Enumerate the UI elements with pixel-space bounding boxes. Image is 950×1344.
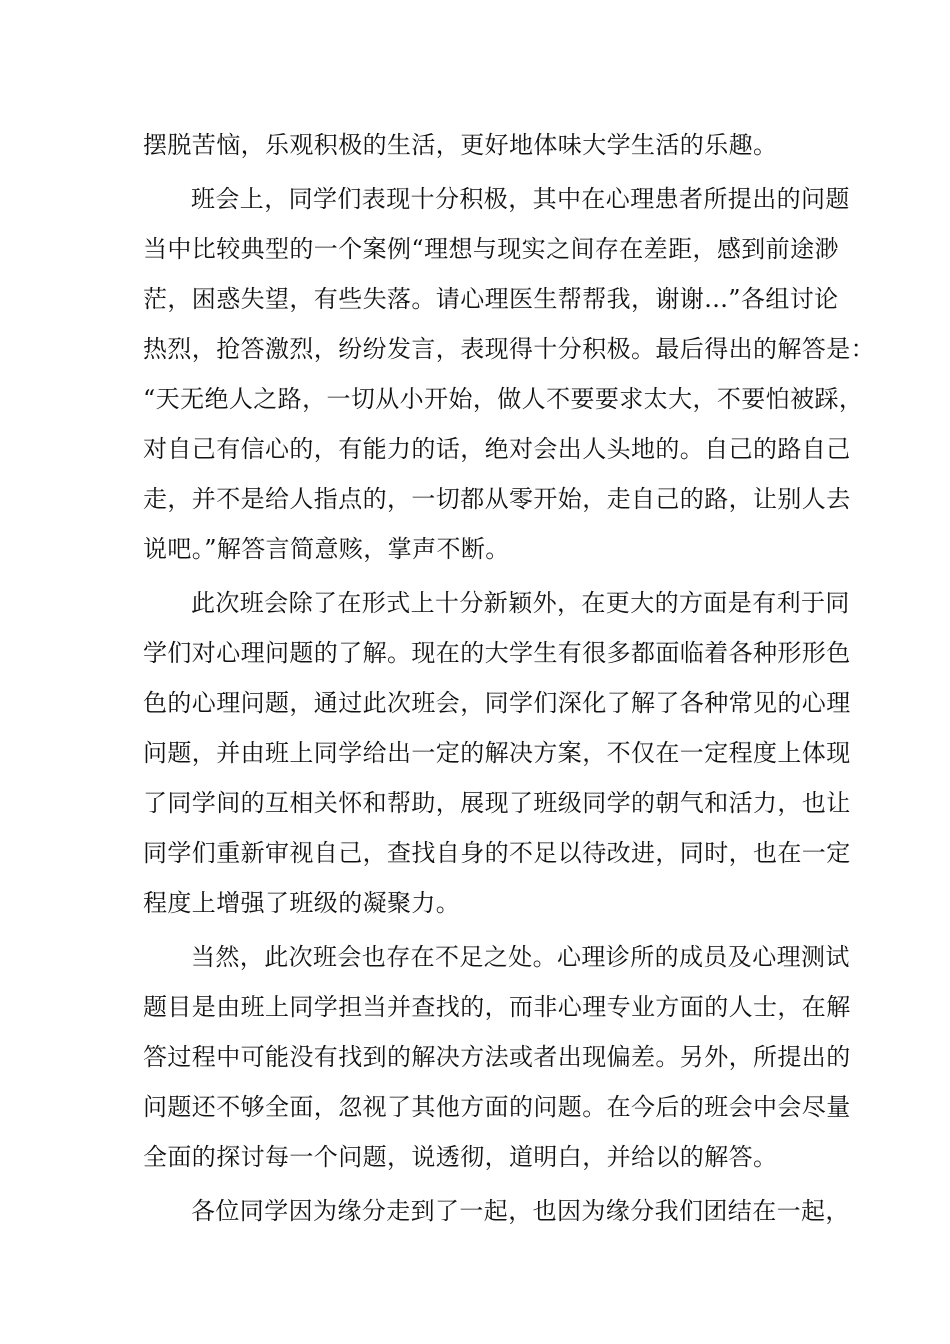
text-line: 同学们重新审视自己，查找自身的不足以待改进，同时，也在一定 <box>143 839 851 867</box>
text-line: 当然，此次班会也存在不足之处。心理诊所的成员及心理测试 <box>191 943 850 971</box>
text-line: 问题还不够全面，忽视了其他方面的问题。在今后的班会中会尽量 <box>143 1093 851 1121</box>
paragraph-5 <box>143 1186 850 1236</box>
paragraph-2 <box>143 174 875 574</box>
text-line: 热烈，抢答激烈，纷纷发言，表现得十分积极。最后得出的解答是： <box>143 335 875 363</box>
text-line: 题目是由班上同学担当并查找的，而非心理专业方面的人士，在解 <box>143 993 851 1021</box>
text-line: 各位同学因为缘分走到了一起，也因为缘分我们团结在一起， <box>191 1197 850 1225</box>
text-line: 色的心理问题，通过此次班会，同学们深化了解了各种常见的心理 <box>143 689 851 717</box>
text-line: 答过程中可能没有找到的解决方法或者出现偏差。另外，所提出的 <box>143 1043 851 1071</box>
text-line: 对自己有信心的，有能力的话，绝对会出人头地的。自己的路自己 <box>143 435 851 463</box>
text-line: 了同学间的互相关怀和帮助，展现了班级同学的朝气和活力，也让 <box>143 789 851 817</box>
text-line: “天无绝人之路，一切从小开始，做人不要要求太大，不要怕被踩， <box>143 385 864 413</box>
document-page <box>143 120 875 1236</box>
text-line: 当中比较典型的一个案例“理想与现实之间存在差距，感到前途渺 <box>143 235 839 263</box>
text-line: 此次班会除了在形式上十分新颖外，在更大的方面是有利于同 <box>191 589 850 617</box>
text-line: 学们对心理问题的了解。现在的大学生有很多都面临着各种形形色 <box>143 639 851 667</box>
paragraph-1 <box>143 120 813 170</box>
text-line: 全面的探讨每一个问题，说透彻，道明白，并给以的解答。 <box>143 1143 778 1171</box>
text-line: 说吧。”解答言简意赅，掌声不断。 <box>143 535 510 563</box>
text-line: 摆脱苦恼，乐观积极的生活，更好地体味大学生活的乐趣。 <box>143 131 778 159</box>
paragraph-4 <box>143 932 851 1182</box>
text-line: 走，并不是给人指点的，一切都从零开始，走自己的路，让别人去 <box>143 485 851 513</box>
text-line: 班会上，同学们表现十分积极，其中在心理患者所提出的问题 <box>191 185 850 213</box>
text-line: 茫，困惑失望，有些失落。请心理医生帮帮我，谢谢...”各组讨论 <box>143 285 839 313</box>
paragraph-3 <box>143 578 851 928</box>
text-line: 问题，并由班上同学给出一定的解决方案，不仅在一定程度上体现 <box>143 739 851 767</box>
text-line: 程度上增强了班级的凝聚力。 <box>143 889 461 917</box>
